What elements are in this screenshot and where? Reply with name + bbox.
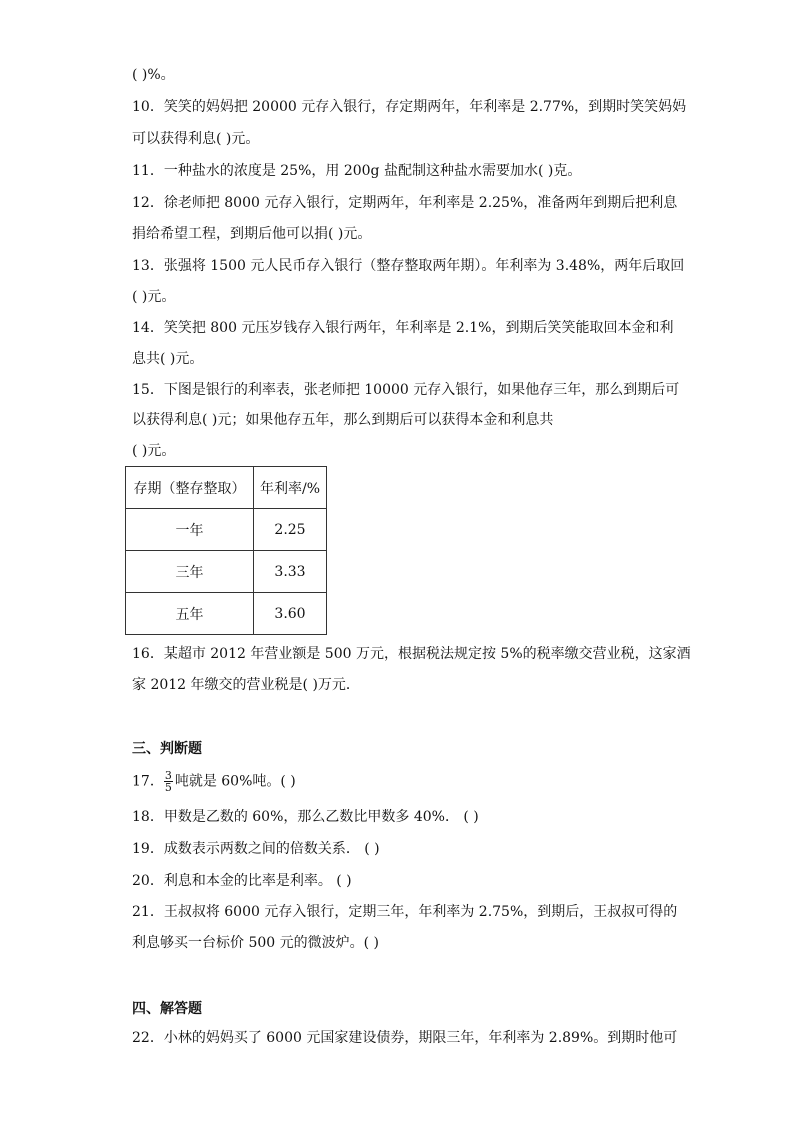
q9-tail: ( )%。	[132, 67, 175, 83]
q13-line1: 13．张强将 1500 元人民币存入银行（整存整取两年期）。年利率为 3.48%，两年后取回	[132, 258, 685, 274]
table-row	[126, 551, 327, 593]
q12-line1: 12．徐老师把 8000 元存入银行，定期两年，年利率是 2.25%，准备两年到期后把利息	[132, 195, 678, 211]
table-header-rate: 年利率/%	[254, 467, 327, 509]
q14-line2: 息共( )元。	[132, 351, 204, 367]
q21-line1: 21．王叔叔将 6000 元存入银行，定期三年，年利率为 2.75%，到期后，王叔叔可得的	[132, 904, 678, 920]
section-judgement-title: 三、判断题	[132, 741, 202, 757]
interest-rate-table	[125, 466, 327, 635]
table-cell-term: 一年	[126, 509, 254, 551]
q14-line1: 14．笑笑把 800 元压岁钱存入银行两年，年利率是 2.1%，到期后笑笑能取回本金和利	[132, 320, 674, 336]
fraction-numerator: 3	[164, 769, 172, 782]
table-header-term: 存期（整存整取）	[126, 467, 254, 509]
q10-line2: 可以获得利息( )元。	[132, 131, 260, 147]
q17-line	[132, 770, 296, 793]
table-cell-term: 三年	[126, 551, 254, 593]
q19-line: 19．成数表示两数之间的倍数关系． ( )	[132, 841, 380, 857]
q15-line3: ( )元。	[132, 443, 176, 459]
table-cell-rate: 3.60	[254, 593, 327, 635]
q16-line2: 家 2012 年缴交的营业税是( )万元．	[132, 677, 360, 693]
q17-number: 17．	[132, 773, 164, 790]
q10-line1: 10．笑笑的妈妈把 20000 元存入银行，存定期两年，年利率是 2.77%，到期时笑笑妈妈	[132, 99, 687, 115]
table-row	[126, 509, 327, 551]
q11-line: 11．一种盐水的浓度是 25%，用 200g 盐配制这种盐水需要加水( )克。	[132, 163, 582, 179]
q16-line1: 16．某超市 2012 年营业额是 500 万元，根据税法规定按 5%的税率缴交营业税，这家酒	[132, 646, 691, 662]
q17-text: 吨就是 60%吨。( )	[174, 773, 296, 790]
table-row	[126, 593, 327, 635]
fraction-three-fifths	[164, 770, 173, 793]
q20-line: 20．利息和本金的比率是利率。 ( )	[132, 873, 352, 889]
section-answer-title: 四、解答题	[132, 1001, 202, 1017]
q18-line: 18．甲数是乙数的 60%，那么乙数比甲数多 40%． ( )	[132, 809, 479, 825]
q21-line2: 利息够买一台标价 500 元的微波炉。( )	[132, 935, 379, 951]
q12-line2: 捐给希望工程，到期后他可以捐( )元。	[132, 226, 372, 242]
q13-line2: ( )元。	[132, 289, 176, 305]
table-cell-term: 五年	[126, 593, 254, 635]
q22-line1: 22．小林的妈妈买了 6000 元国家建设债券，期限三年，年利率为 2.89%。到期时他可	[132, 1030, 678, 1046]
q15-line1: 15．下图是银行的利率表，张老师把 10000 元存入银行，如果他存三年，那么到期后可	[132, 382, 680, 398]
table-header-row	[126, 467, 327, 509]
table-cell-rate: 2.25	[254, 509, 327, 551]
fraction-denominator: 5	[164, 781, 172, 794]
table-cell-rate: 3.33	[254, 551, 327, 593]
q15-line2: 以获得利息( )元；如果他存五年，那么到期后可以获得本金和利息共	[132, 412, 554, 428]
